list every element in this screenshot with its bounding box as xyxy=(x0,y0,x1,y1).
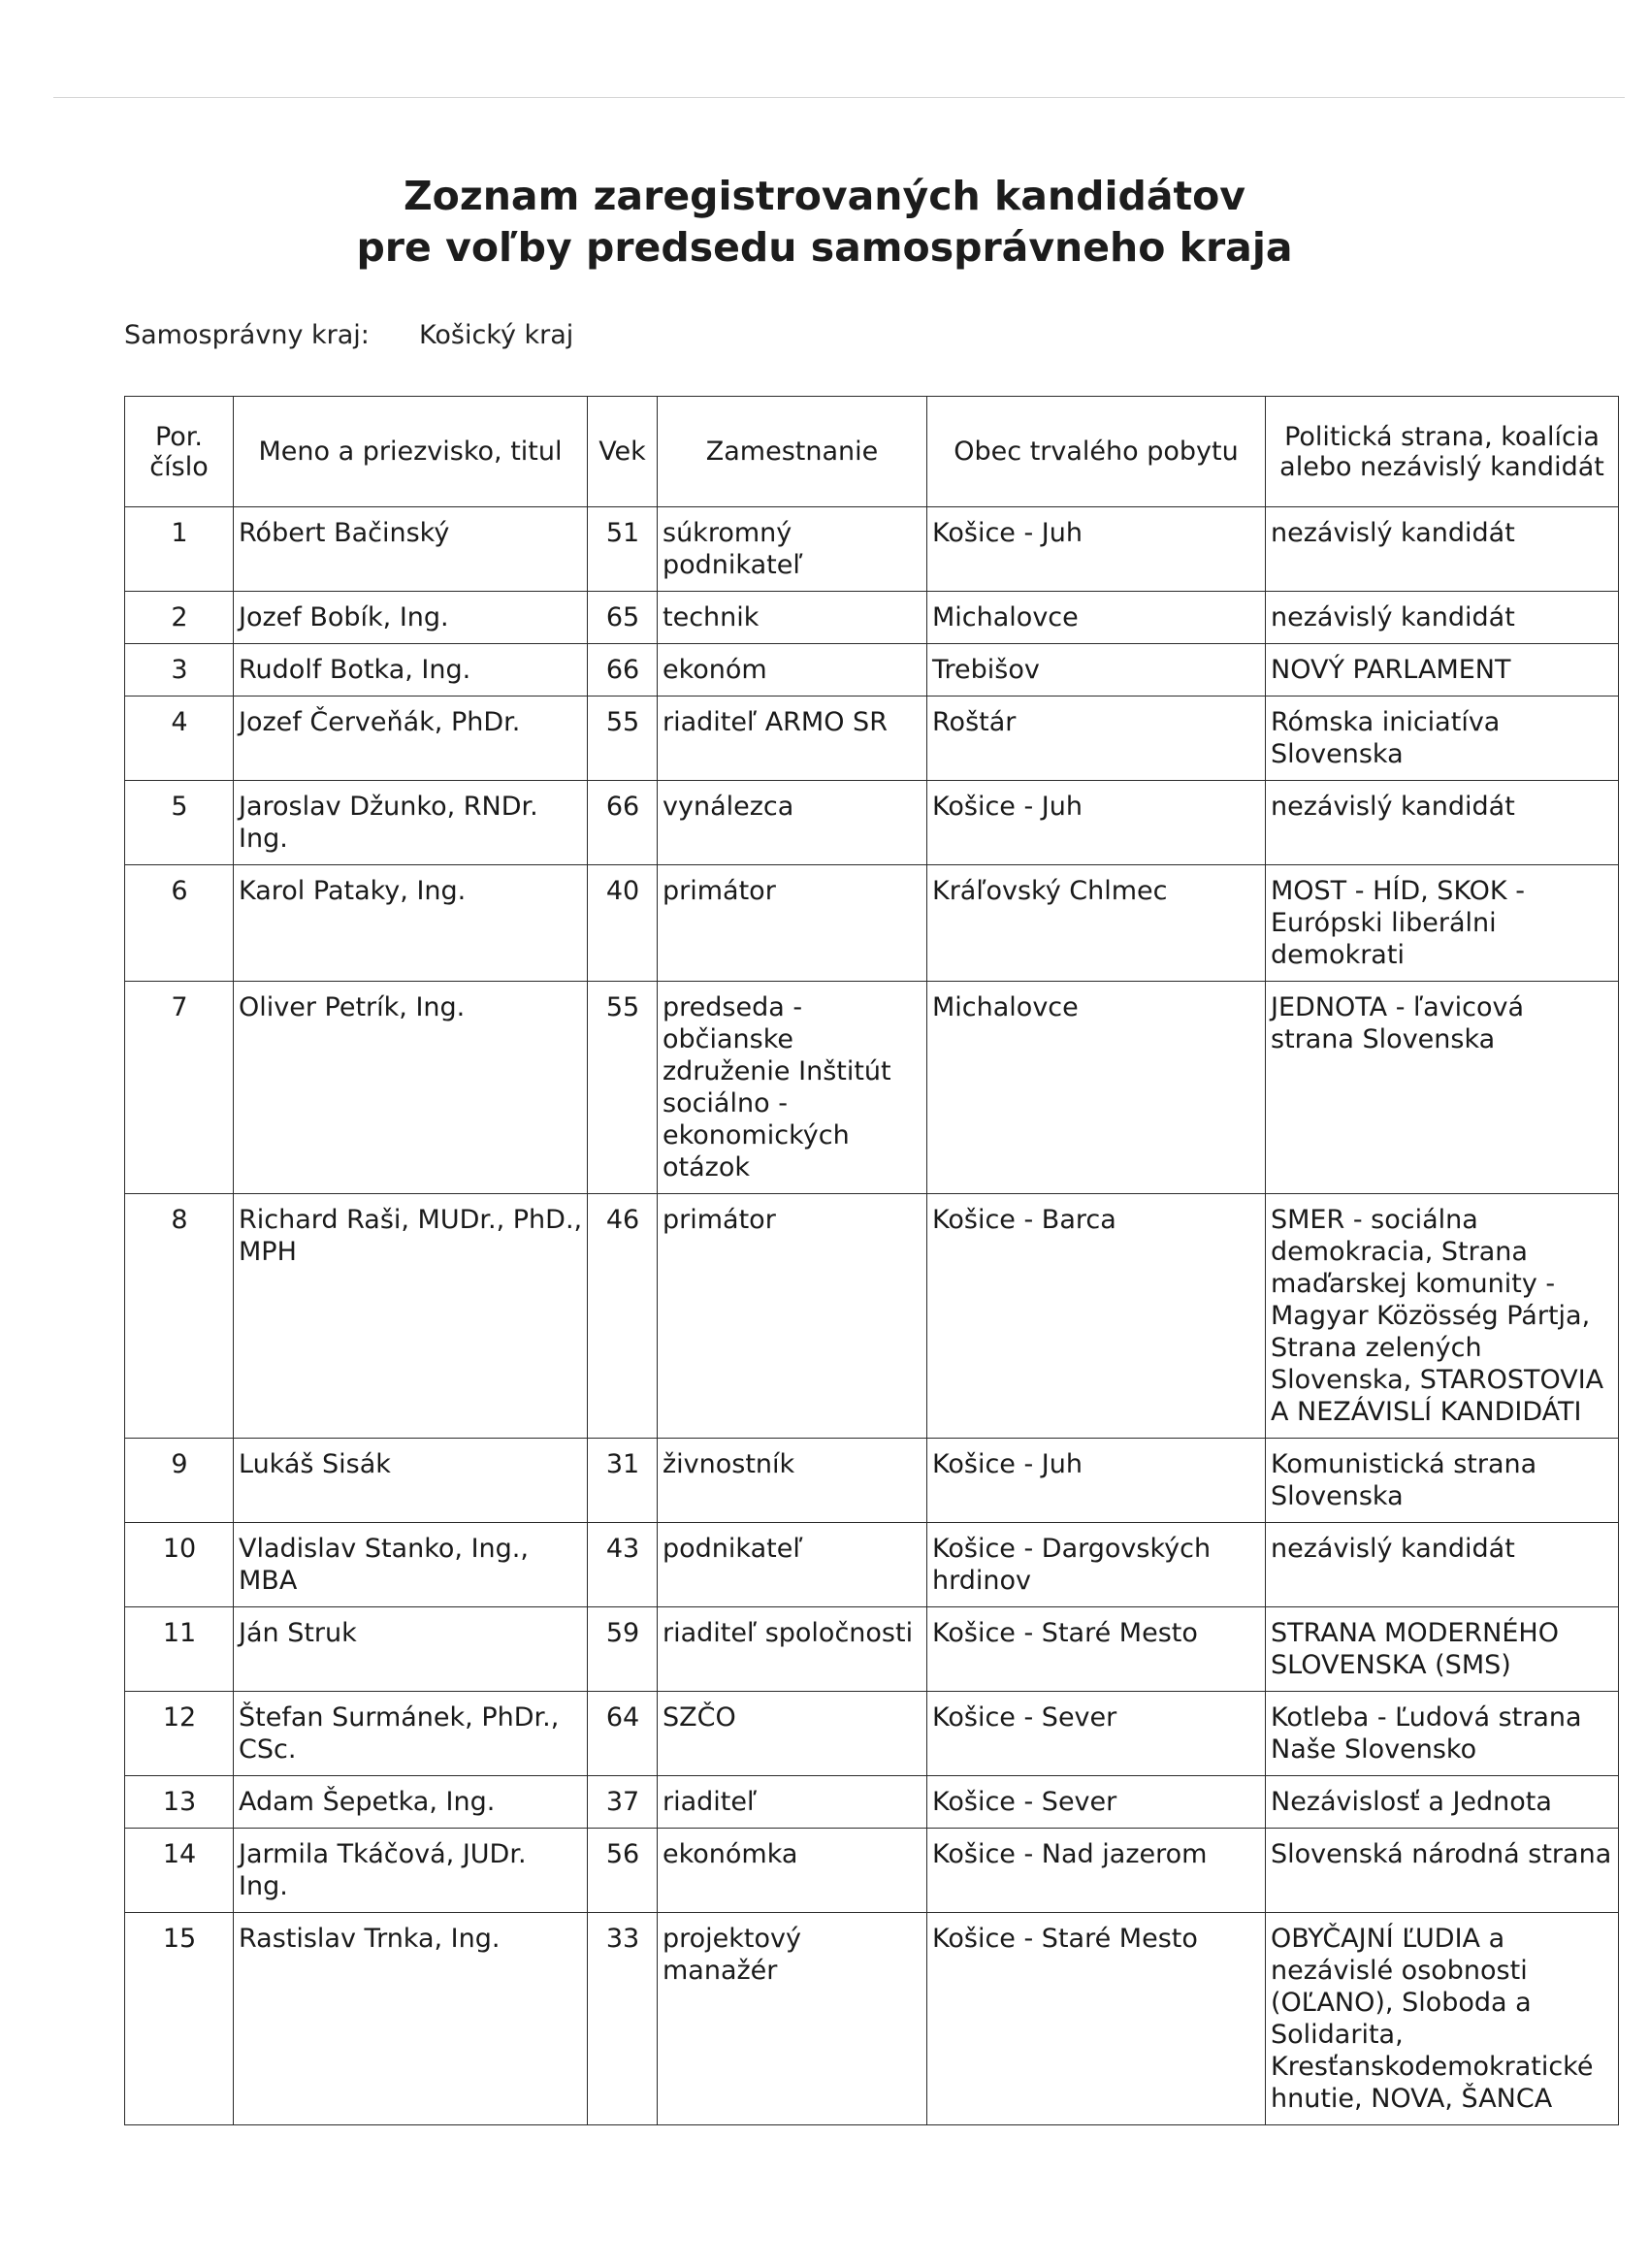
cell-age: 33 xyxy=(588,1913,658,2125)
table-row xyxy=(125,1523,1619,1607)
cell-name: Róbert Bačinský xyxy=(234,507,588,592)
cell-party: STRANA MODERNÉHO SLOVENSKA (SMS) xyxy=(1266,1607,1619,1692)
cell-age: 66 xyxy=(588,781,658,865)
cell-occupation: ekonóm xyxy=(658,644,927,697)
table-row xyxy=(125,592,1619,644)
cell-party: Rómska iniciatíva Slovenska xyxy=(1266,697,1619,781)
cell-residence: Košice - Sever xyxy=(927,1776,1266,1829)
document-title xyxy=(0,171,1649,274)
cell-party: Nezávislosť a Jednota xyxy=(1266,1776,1619,1829)
cell-number: 6 xyxy=(125,865,234,982)
header-number: Por. číslo xyxy=(125,397,234,507)
table-row xyxy=(125,1692,1619,1776)
cell-number: 10 xyxy=(125,1523,234,1607)
table-row xyxy=(125,1776,1619,1829)
cell-name: Vladislav Stanko, Ing., MBA xyxy=(234,1523,588,1607)
cell-party: MOST - HÍD, SKOK - Európski liberálni demokrati xyxy=(1266,865,1619,982)
cell-name: Richard Raši, MUDr., PhD., MPH xyxy=(234,1194,588,1439)
cell-number: 14 xyxy=(125,1829,234,1913)
table-row xyxy=(125,1913,1619,2125)
cell-residence: Košice - Sever xyxy=(927,1692,1266,1776)
header-party: Politická strana, koalícia alebo nezávislý kandidát xyxy=(1266,397,1619,507)
cell-name: Jozef Bobík, Ing. xyxy=(234,592,588,644)
candidates-table xyxy=(124,396,1619,2125)
cell-party: SMER - sociálna demokracia, Strana maďarskej komunity - Magyar Közösség Pártja, Strana zelených Slovenska, STAROSTOVIA A NEZÁVISLÍ KANDIDÁTI xyxy=(1266,1194,1619,1439)
header-age: Vek xyxy=(588,397,658,507)
cell-occupation: riaditeľ xyxy=(658,1776,927,1829)
cell-age: 31 xyxy=(588,1439,658,1523)
cell-party: JEDNOTA - ľavicová strana Slovenska xyxy=(1266,982,1619,1194)
cell-occupation: primátor xyxy=(658,865,927,982)
cell-occupation: vynálezca xyxy=(658,781,927,865)
cell-residence: Košice - Juh xyxy=(927,781,1266,865)
cell-occupation: riaditeľ ARMO SR xyxy=(658,697,927,781)
table-row xyxy=(125,697,1619,781)
cell-occupation: predseda - občianske združenie Inštitút sociálno - ekonomických otázok xyxy=(658,982,927,1194)
cell-number: 3 xyxy=(125,644,234,697)
cell-age: 40 xyxy=(588,865,658,982)
table-row xyxy=(125,781,1619,865)
region-value: Košický kraj xyxy=(419,320,574,350)
cell-residence: Kráľovský Chlmec xyxy=(927,865,1266,982)
cell-age: 59 xyxy=(588,1607,658,1692)
cell-age: 51 xyxy=(588,507,658,592)
cell-age: 66 xyxy=(588,644,658,697)
cell-number: 2 xyxy=(125,592,234,644)
cell-residence: Košice - Staré Mesto xyxy=(927,1607,1266,1692)
cell-name: Rastislav Trnka, Ing. xyxy=(234,1913,588,2125)
header-name: Meno a priezvisko, titul xyxy=(234,397,588,507)
cell-number: 5 xyxy=(125,781,234,865)
cell-number: 11 xyxy=(125,1607,234,1692)
cell-number: 15 xyxy=(125,1913,234,2125)
cell-age: 43 xyxy=(588,1523,658,1607)
cell-number: 13 xyxy=(125,1776,234,1829)
table-row xyxy=(125,1829,1619,1913)
cell-name: Jarmila Tkáčová, JUDr. Ing. xyxy=(234,1829,588,1913)
cell-occupation: technik xyxy=(658,592,927,644)
cell-residence: Košice - Dargovských hrdinov xyxy=(927,1523,1266,1607)
table-row xyxy=(125,865,1619,982)
table-row xyxy=(125,982,1619,1194)
cell-residence: Košice - Juh xyxy=(927,507,1266,592)
cell-party: NOVÝ PARLAMENT xyxy=(1266,644,1619,697)
title-line-2: pre voľby predsedu samosprávneho kraja xyxy=(356,224,1293,271)
cell-name: Ján Struk xyxy=(234,1607,588,1692)
header-residence: Obec trvalého pobytu xyxy=(927,397,1266,507)
cell-number: 1 xyxy=(125,507,234,592)
cell-age: 37 xyxy=(588,1776,658,1829)
cell-name: Lukáš Sisák xyxy=(234,1439,588,1523)
cell-party: Slovenská národná strana xyxy=(1266,1829,1619,1913)
table-row xyxy=(125,1439,1619,1523)
table-row xyxy=(125,1607,1619,1692)
cell-name: Karol Pataky, Ing. xyxy=(234,865,588,982)
cell-party: nezávislý kandidát xyxy=(1266,781,1619,865)
cell-number: 12 xyxy=(125,1692,234,1776)
cell-residence: Košice - Juh xyxy=(927,1439,1266,1523)
cell-party: nezávislý kandidát xyxy=(1266,507,1619,592)
cell-name: Jaroslav Džunko, RNDr. Ing. xyxy=(234,781,588,865)
cell-occupation: SZČO xyxy=(658,1692,927,1776)
cell-occupation: podnikateľ xyxy=(658,1523,927,1607)
cell-age: 65 xyxy=(588,592,658,644)
cell-age: 55 xyxy=(588,697,658,781)
scan-top-rule xyxy=(53,97,1625,98)
cell-occupation: primátor xyxy=(658,1194,927,1439)
table-row xyxy=(125,644,1619,697)
cell-number: 7 xyxy=(125,982,234,1194)
cell-name: Rudolf Botka, Ing. xyxy=(234,644,588,697)
cell-occupation: projektový manažér xyxy=(658,1913,927,2125)
region-label: Samosprávny kraj: xyxy=(124,320,370,350)
cell-party: OBYČAJNÍ ĽUDIA a nezávislé osobnosti (OĽANO), Sloboda a Solidarita, Kresťanskodemokratické hnutie, NOVA, ŠANCA xyxy=(1266,1913,1619,2125)
cell-residence: Košice - Barca xyxy=(927,1194,1266,1439)
cell-age: 56 xyxy=(588,1829,658,1913)
cell-residence: Košice - Staré Mesto xyxy=(927,1913,1266,2125)
cell-occupation: ekonómka xyxy=(658,1829,927,1913)
cell-name: Štefan Surmánek, PhDr., CSc. xyxy=(234,1692,588,1776)
table-row xyxy=(125,507,1619,592)
cell-residence: Michalovce xyxy=(927,592,1266,644)
cell-occupation: súkromný podnikateľ xyxy=(658,507,927,592)
table-header-row xyxy=(125,397,1619,507)
cell-party: nezávislý kandidát xyxy=(1266,592,1619,644)
title-line-1: Zoznam zaregistrovaných kandidátov xyxy=(403,173,1246,219)
table-row xyxy=(125,1194,1619,1439)
cell-age: 55 xyxy=(588,982,658,1194)
cell-name: Adam Šepetka, Ing. xyxy=(234,1776,588,1829)
cell-number: 9 xyxy=(125,1439,234,1523)
cell-age: 46 xyxy=(588,1194,658,1439)
cell-party: Kotleba - Ľudová strana Naše Slovensko xyxy=(1266,1692,1619,1776)
region-line xyxy=(124,320,573,350)
cell-residence: Trebišov xyxy=(927,644,1266,697)
cell-residence: Košice - Nad jazerom xyxy=(927,1829,1266,1913)
cell-residence: Michalovce xyxy=(927,982,1266,1194)
cell-party: Komunistická strana Slovenska xyxy=(1266,1439,1619,1523)
cell-name: Oliver Petrík, Ing. xyxy=(234,982,588,1194)
cell-number: 4 xyxy=(125,697,234,781)
cell-number: 8 xyxy=(125,1194,234,1439)
cell-residence: Roštár xyxy=(927,697,1266,781)
cell-party: nezávislý kandidát xyxy=(1266,1523,1619,1607)
cell-name: Jozef Červeňák, PhDr. xyxy=(234,697,588,781)
header-occupation: Zamestnanie xyxy=(658,397,927,507)
cell-occupation: živnostník xyxy=(658,1439,927,1523)
cell-occupation: riaditeľ spoločnosti xyxy=(658,1607,927,1692)
cell-age: 64 xyxy=(588,1692,658,1776)
